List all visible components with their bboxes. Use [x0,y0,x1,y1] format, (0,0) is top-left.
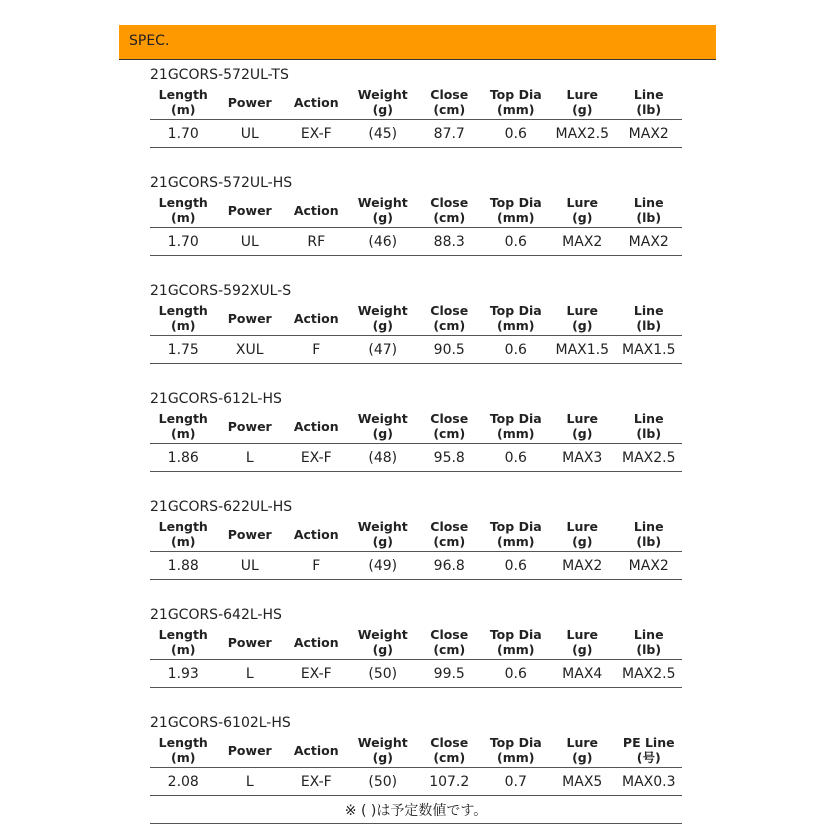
value-lure: MAX1.5 [549,336,616,364]
column-unit: (g) [372,426,393,441]
column-label: Lure [566,411,598,426]
column-unit: (mm) [497,102,535,117]
spec-value-row [150,336,682,364]
value-lure: MAX2.5 [549,120,616,148]
column-header-action [283,193,350,228]
value-close: 96.8 [416,552,483,580]
column-label: Length [158,519,208,534]
column-unit: (cm) [433,426,466,441]
column-unit: (号) [636,750,661,765]
model-name: 21GCORS-572UL-HS [150,175,293,191]
model-name: 21GCORS-592XUL-S [150,283,292,299]
value-weight: (49) [350,552,417,580]
column-label: Power [227,418,272,434]
value-close: 87.7 [416,120,483,148]
column-header-topdia [483,625,550,660]
value-lure: MAX4 [549,660,616,688]
column-header-close [416,301,483,336]
value-length: 1.88 [150,552,217,580]
spec-header-row [150,733,682,768]
column-unit: (m) [171,318,196,333]
column-label: Action [293,634,339,650]
column-header-length [150,193,217,228]
column-unit: (g) [572,750,593,765]
column-header-power [217,517,284,552]
column-unit: (cm) [433,750,466,765]
value-power: L [217,768,284,796]
spec-table [150,409,682,472]
column-header-length [150,517,217,552]
value-weight: (46) [350,228,417,256]
spec-value-row [150,552,682,580]
column-header-weight [350,301,417,336]
value-weight: (45) [350,120,417,148]
value-power: UL [217,228,284,256]
column-header-action [283,409,350,444]
column-label: Top Dia [489,195,542,210]
column-unit: (mm) [497,534,535,549]
column-header-topdia [483,301,550,336]
column-header-topdia [483,409,550,444]
column-header-power [217,301,284,336]
column-label: PE Line [622,735,675,750]
column-unit: (cm) [433,534,466,549]
model-spec-block [150,390,682,472]
value-close: 107.2 [416,768,483,796]
column-label: Action [293,310,339,326]
column-header-power [217,625,284,660]
value-action: F [283,336,350,364]
model-name: 21GCORS-572UL-TS [150,67,289,83]
column-label: Power [227,94,272,110]
column-unit: (g) [372,534,393,549]
value-topdia: 0.6 [483,444,550,472]
column-unit: (lb) [636,102,662,117]
value-power: L [217,660,284,688]
value-action: RF [283,228,350,256]
column-label: Lure [566,519,598,534]
column-header-weight [350,625,417,660]
column-header-action [283,85,350,120]
value-lure: MAX2 [549,228,616,256]
spec-header-row [150,517,682,552]
model-spec-block [150,282,682,364]
column-label: Action [293,418,339,434]
value-topdia: 0.6 [483,552,550,580]
value-power: UL [217,552,284,580]
column-unit: (m) [171,534,196,549]
column-unit: (g) [372,102,393,117]
value-line: MAX2.5 [616,444,683,472]
column-header-action [283,301,350,336]
column-label: Top Dia [489,519,542,534]
spec-value-row [150,768,682,796]
column-label: Close [430,519,469,534]
column-unit: (g) [372,318,393,333]
column-unit: (cm) [433,642,466,657]
column-label: Weight [357,303,408,318]
value-power: XUL [217,336,284,364]
column-label: Top Dia [489,627,542,642]
column-label: Action [293,526,339,542]
value-lure: MAX2 [549,552,616,580]
model-name: 21GCORS-6102L-HS [150,715,291,731]
value-line: MAX2.5 [616,660,683,688]
column-label: Action [293,742,339,758]
value-line: MAX2 [616,552,683,580]
column-label: Line [633,87,664,102]
model-spec-block [150,714,682,824]
value-length: 1.86 [150,444,217,472]
column-header-weight [350,409,417,444]
column-unit: (cm) [433,102,466,117]
model-spec-block [150,498,682,580]
value-power: L [217,444,284,472]
column-header-line [616,301,683,336]
column-header-lure [549,409,616,444]
column-header-line [616,517,683,552]
column-unit: (mm) [497,318,535,333]
column-header-length [150,733,217,768]
column-unit: (lb) [636,534,662,549]
column-unit: (m) [171,426,196,441]
value-power: UL [217,120,284,148]
column-header-line [616,85,683,120]
value-close: 88.3 [416,228,483,256]
column-label: Top Dia [489,411,542,426]
value-weight: (48) [350,444,417,472]
spec-header-row [150,409,682,444]
column-header-power [217,733,284,768]
column-unit: (m) [171,210,196,225]
spec-table [150,625,682,688]
spec-table [150,733,682,824]
column-unit: (mm) [497,750,535,765]
column-label: Line [633,411,664,426]
column-unit: (cm) [433,210,466,225]
column-label: Lure [566,87,598,102]
column-header-line [616,409,683,444]
column-unit: (g) [572,318,593,333]
model-spec-block [150,606,682,688]
column-unit: (m) [171,750,196,765]
column-label: Weight [357,519,408,534]
spec-table [150,85,682,148]
column-unit: (mm) [497,642,535,657]
column-label: Length [158,87,208,102]
model-spec-block [150,66,682,148]
column-unit: (mm) [497,426,535,441]
spec-value-row [150,444,682,472]
column-label: Weight [357,195,408,210]
column-label: Line [633,303,664,318]
column-header-lure [549,301,616,336]
value-line: MAX2 [616,228,683,256]
spec-table [150,301,682,364]
column-header-weight [350,85,417,120]
value-length: 2.08 [150,768,217,796]
spec-header-row [150,85,682,120]
column-header-weight [350,193,417,228]
column-label: Lure [566,195,598,210]
column-header-close [416,625,483,660]
column-unit: (m) [171,642,196,657]
column-label: Lure [566,303,598,318]
spec-value-row [150,660,682,688]
column-label: Power [227,526,272,542]
column-header-line [616,625,683,660]
column-unit: (g) [372,642,393,657]
column-unit: (g) [572,642,593,657]
spec-value-row [150,228,682,256]
column-header-topdia [483,517,550,552]
column-header-topdia [483,193,550,228]
column-header-lure [549,193,616,228]
value-action: EX-F [283,444,350,472]
column-header-lure [549,733,616,768]
value-weight: (50) [350,660,417,688]
value-lure: MAX5 [549,768,616,796]
column-unit: (lb) [636,318,662,333]
value-length: 1.93 [150,660,217,688]
column-unit: (mm) [497,210,535,225]
note-row [150,796,682,824]
column-label: Line [633,195,664,210]
value-action: EX-F [283,768,350,796]
spec-header-row [150,193,682,228]
column-header-line [616,193,683,228]
spec-table [150,517,682,580]
column-header-action [283,517,350,552]
value-action: EX-F [283,120,350,148]
column-label: Top Dia [489,303,542,318]
value-weight: (50) [350,768,417,796]
column-label: Action [293,202,339,218]
column-label: Lure [566,735,598,750]
column-label: Length [158,303,208,318]
model-spec-block [150,174,682,256]
value-length: 1.75 [150,336,217,364]
column-header-close [416,85,483,120]
spec-value-row [150,120,682,148]
column-unit: (g) [572,534,593,549]
column-unit: (lb) [636,426,662,441]
column-label: Close [430,195,469,210]
column-header-power [217,85,284,120]
column-unit: (g) [572,210,593,225]
column-unit: (g) [572,426,593,441]
column-header-power [217,409,284,444]
column-unit: (g) [372,750,393,765]
column-label: Line [633,627,664,642]
column-header-close [416,409,483,444]
spec-title: SPEC. [129,33,170,49]
column-header-length [150,625,217,660]
column-label: Weight [357,627,408,642]
column-label: Close [430,87,469,102]
value-close: 90.5 [416,336,483,364]
value-line: MAX1.5 [616,336,683,364]
value-action: F [283,552,350,580]
column-label: Action [293,94,339,110]
column-header-weight [350,517,417,552]
column-header-length [150,409,217,444]
column-label: Length [158,627,208,642]
column-label: Weight [357,87,408,102]
value-topdia: 0.7 [483,768,550,796]
column-header-close [416,733,483,768]
column-header-topdia [483,85,550,120]
value-action: EX-F [283,660,350,688]
spec-header-row [150,301,682,336]
model-name: 21GCORS-642L-HS [150,607,282,623]
column-header-action [283,625,350,660]
value-close: 99.5 [416,660,483,688]
column-header-close [416,193,483,228]
column-label: Power [227,310,272,326]
column-label: Close [430,735,469,750]
value-topdia: 0.6 [483,228,550,256]
value-weight: (47) [350,336,417,364]
column-label: Top Dia [489,87,542,102]
column-label: Power [227,202,272,218]
value-close: 95.8 [416,444,483,472]
column-header-topdia [483,733,550,768]
column-header-lure [549,625,616,660]
column-label: Length [158,195,208,210]
value-topdia: 0.6 [483,336,550,364]
column-header-line [616,733,683,768]
column-header-power [217,193,284,228]
value-topdia: 0.6 [483,660,550,688]
column-label: Close [430,627,469,642]
column-label: Close [430,303,469,318]
value-topdia: 0.6 [483,120,550,148]
column-unit: (g) [372,210,393,225]
column-header-lure [549,517,616,552]
column-header-length [150,301,217,336]
column-label: Lure [566,627,598,642]
value-line: MAX2 [616,120,683,148]
spec-header-bar [119,25,716,60]
model-name: 21GCORS-622UL-HS [150,499,293,515]
spec-header-row [150,625,682,660]
column-label: Weight [357,411,408,426]
column-label: Top Dia [489,735,542,750]
tentative-values-note: ※ ( )は予定数値です。 [150,796,682,824]
column-unit: (lb) [636,210,662,225]
column-header-lure [549,85,616,120]
column-unit: (g) [572,102,593,117]
column-label: Length [158,735,208,750]
value-length: 1.70 [150,120,217,148]
column-label: Power [227,742,272,758]
value-length: 1.70 [150,228,217,256]
column-unit: (m) [171,102,196,117]
spec-table [150,193,682,256]
column-unit: (cm) [433,318,466,333]
value-line: MAX0.3 [616,768,683,796]
column-header-weight [350,733,417,768]
column-header-length [150,85,217,120]
column-label: Power [227,634,272,650]
model-name: 21GCORS-612L-HS [150,391,282,407]
value-lure: MAX3 [549,444,616,472]
column-header-close [416,517,483,552]
column-label: Length [158,411,208,426]
column-label: Weight [357,735,408,750]
column-unit: (lb) [636,642,662,657]
column-label: Line [633,519,664,534]
column-label: Close [430,411,469,426]
column-header-action [283,733,350,768]
